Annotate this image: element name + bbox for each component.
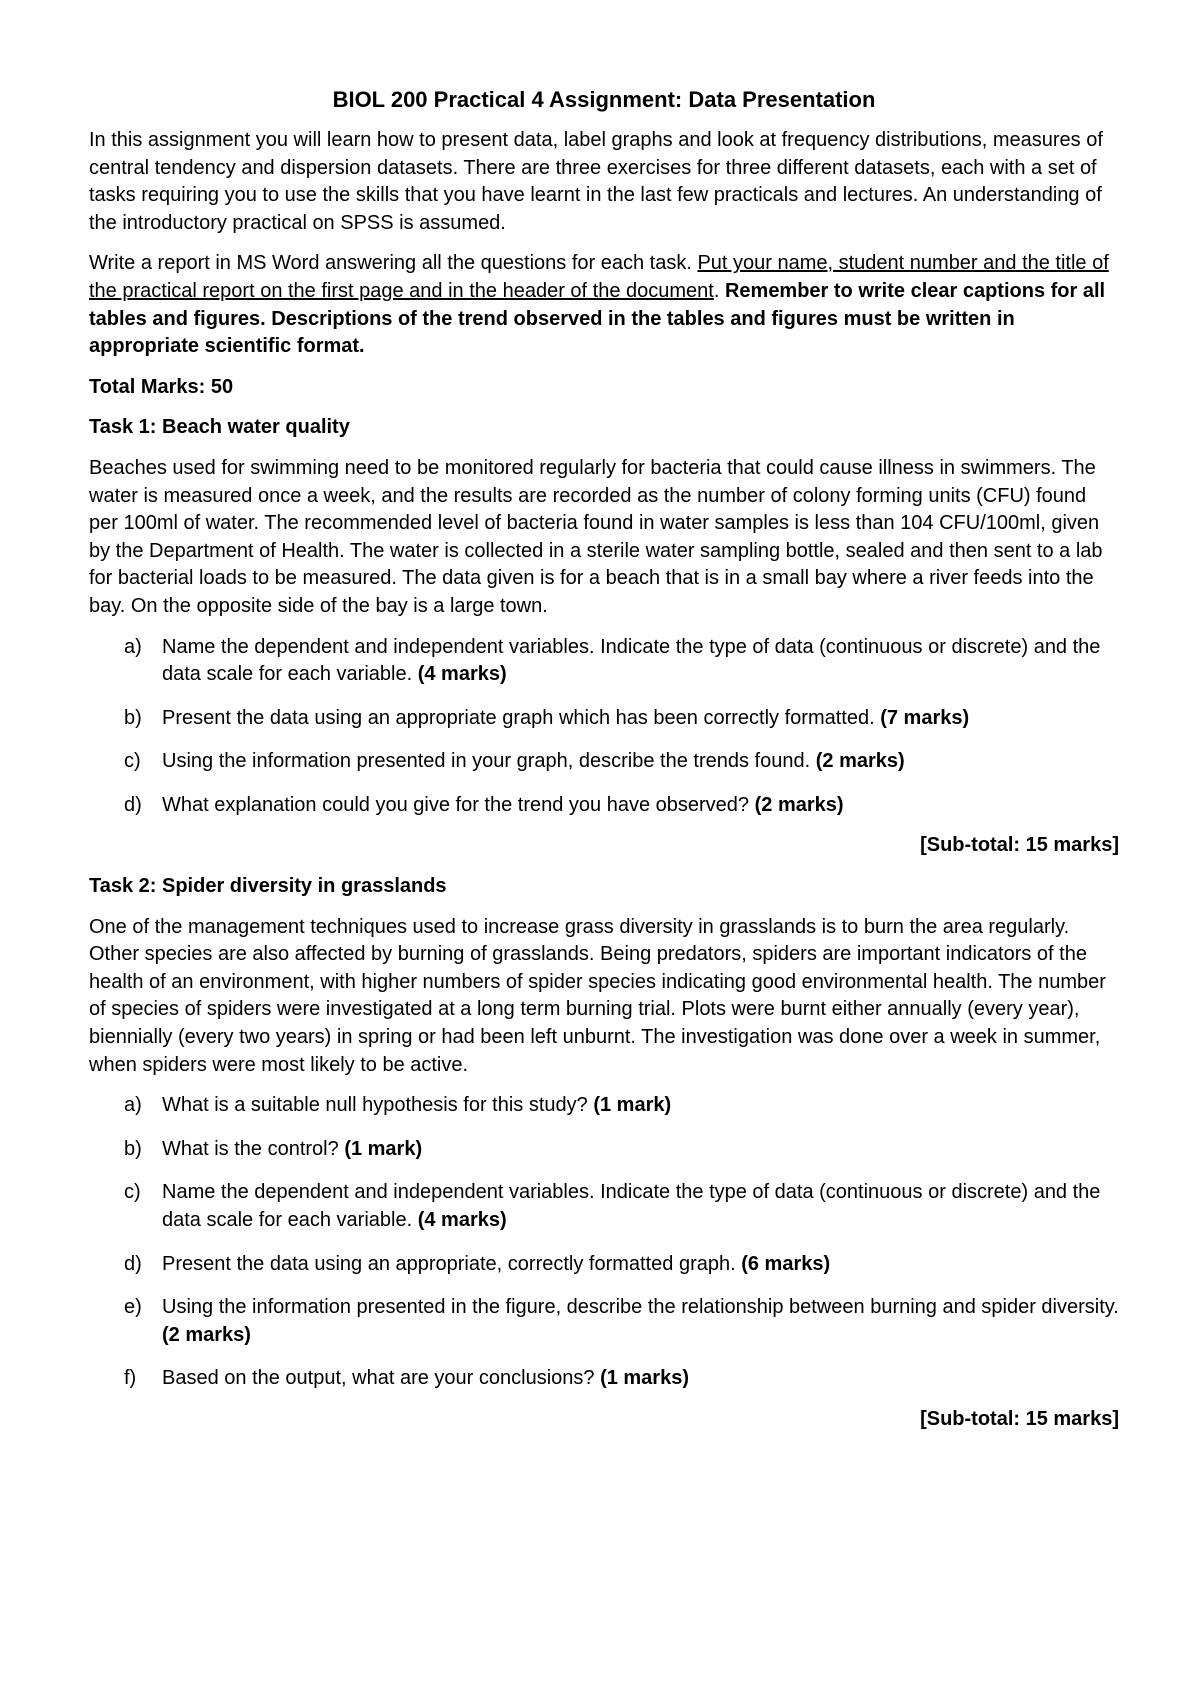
- task2-heading: Task 2: Spider diversity in grasslands: [89, 875, 447, 898]
- document-title: BIOL 200 Practical 4 Assignment: Data Presentation: [332, 87, 876, 112]
- document-page: [89, 86, 1119, 1447]
- question-text: Using the information presented in the figure, describe the relationship between burning and spider diversity.: [162, 1296, 1119, 1319]
- task2-body: One of the management techniques used to increase grass diversity in grasslands is to burn the area regularly. Other species are also affected by burning of grasslands. Being predators, spiders are important indicators of the health of an environment, with higher numbers of spider species indicating good environmental health. The number of species of spiders were investigated at a long term burning trial. Plots were burnt either annually (every year), biennially (every two years) in spring or had been left unburnt. The investigation was done over a week in summer, when spiders were most likely to be active.: [89, 915, 1106, 1076]
- task1-body: Beaches used for swimming need to be monitored regularly for bacteria that could cause illness in swimmers. The water is measured once a week, and the results are recorded as the number of colony forming units (CFU) found per 100ml of water. The recommended level of bacteria found in water samples is less than 104 CFU/100ml, given by the Department of Health. The water is collected in a sterile water sampling bottle, sealed and then sent to a lab for bacterial loads to be measured. The data given is for a beach that is in a small bay where a river feeds into the bay. On the opposite side of the bay is a large town.: [89, 456, 1103, 617]
- question-text: What is a suitable null hypothesis for this study?: [162, 1094, 594, 1117]
- task1-subtotal: [Sub-total: 15 marks]: [920, 834, 1119, 857]
- question-label: b): [124, 706, 142, 729]
- task2-subtotal: [Sub-total: 15 marks]: [920, 1407, 1119, 1430]
- question-text: Present the data using an appropriate graph which has been correctly formatted.: [162, 706, 881, 729]
- task2-question: [89, 1179, 1119, 1234]
- task2-question: [89, 1365, 1119, 1393]
- task1-question: [89, 792, 1119, 820]
- task2-question: [89, 1136, 1119, 1164]
- total-marks: Total Marks: 50: [89, 375, 234, 398]
- question-text: Name the dependent and independent variables. Indicate the type of data (continuous or discrete) and the data scale for each variable.: [162, 635, 1101, 686]
- question-text: What is the control?: [162, 1137, 345, 1160]
- instructions-paragraph: [89, 250, 1119, 360]
- question-marks: (2 marks): [754, 793, 844, 816]
- question-label: a): [124, 1094, 142, 1117]
- question-marks: (7 marks): [880, 706, 970, 729]
- question-label: a): [124, 635, 142, 658]
- question-label: b): [124, 1137, 142, 1160]
- question-marks: (1 marks): [600, 1367, 689, 1390]
- question-label: e): [124, 1296, 142, 1319]
- question-text: What explanation could you give for the trend you have observed?: [162, 793, 755, 816]
- task1-question-list: [89, 634, 1119, 820]
- question-marks: (4 marks): [417, 663, 507, 686]
- question-label: c): [124, 1181, 141, 1204]
- task1-question: [89, 634, 1119, 689]
- question-text: Based on the output, what are your conclusions?: [162, 1367, 601, 1390]
- question-text: Using the information presented in your graph, describe the trends found.: [162, 750, 816, 773]
- question-text: Name the dependent and independent variables. Indicate the type of data (continuous or discrete) and the data scale for each variable.: [162, 1181, 1101, 1231]
- task1-question: [89, 748, 1119, 776]
- question-marks: (1 mark): [593, 1094, 672, 1117]
- question-label: d): [124, 1252, 142, 1275]
- instructions-lead: Write a report in MS Word answering all the questions for each task.: [89, 252, 698, 275]
- question-marks: (6 marks): [741, 1252, 831, 1275]
- task2-question: [89, 1251, 1119, 1279]
- question-label: c): [124, 750, 141, 773]
- task2-question: [89, 1092, 1119, 1120]
- intro-paragraph: In this assignment you will learn how to present data, label graphs and look at frequency distributions, measures of central tendency and dispersion datasets. There are three exercises for three different datasets, each with a set of tasks requiring you to use the skills that you have learnt in the last few practicals and lectures. An understanding of the introductory practical on SPSS is assumed.: [89, 129, 1103, 234]
- task2-question: [89, 1294, 1119, 1349]
- question-label: d): [124, 793, 142, 816]
- question-marks: (2 marks): [815, 750, 905, 773]
- task2-question-list: [89, 1092, 1119, 1393]
- instructions-period: .: [713, 279, 720, 302]
- task1-heading: Task 1: Beach water quality: [89, 416, 350, 439]
- question-marks: (2 marks): [162, 1323, 251, 1346]
- question-label: f): [124, 1367, 137, 1390]
- instructions-underlined: Put your name, student number and the title of the practical report on the first page and in the header of the document: [89, 252, 1109, 302]
- question-marks: (4 marks): [417, 1209, 507, 1231]
- question-text: Present the data using an appropriate, correctly formatted graph.: [162, 1252, 742, 1275]
- task1-question: [89, 705, 1119, 733]
- question-marks: (1 mark): [344, 1137, 423, 1160]
- instructions-bold: Remember to write clear captions for all tables and figures. Descriptions of the trend observed in the tables and figures must be written in appropriate scientific format.: [89, 279, 1106, 358]
